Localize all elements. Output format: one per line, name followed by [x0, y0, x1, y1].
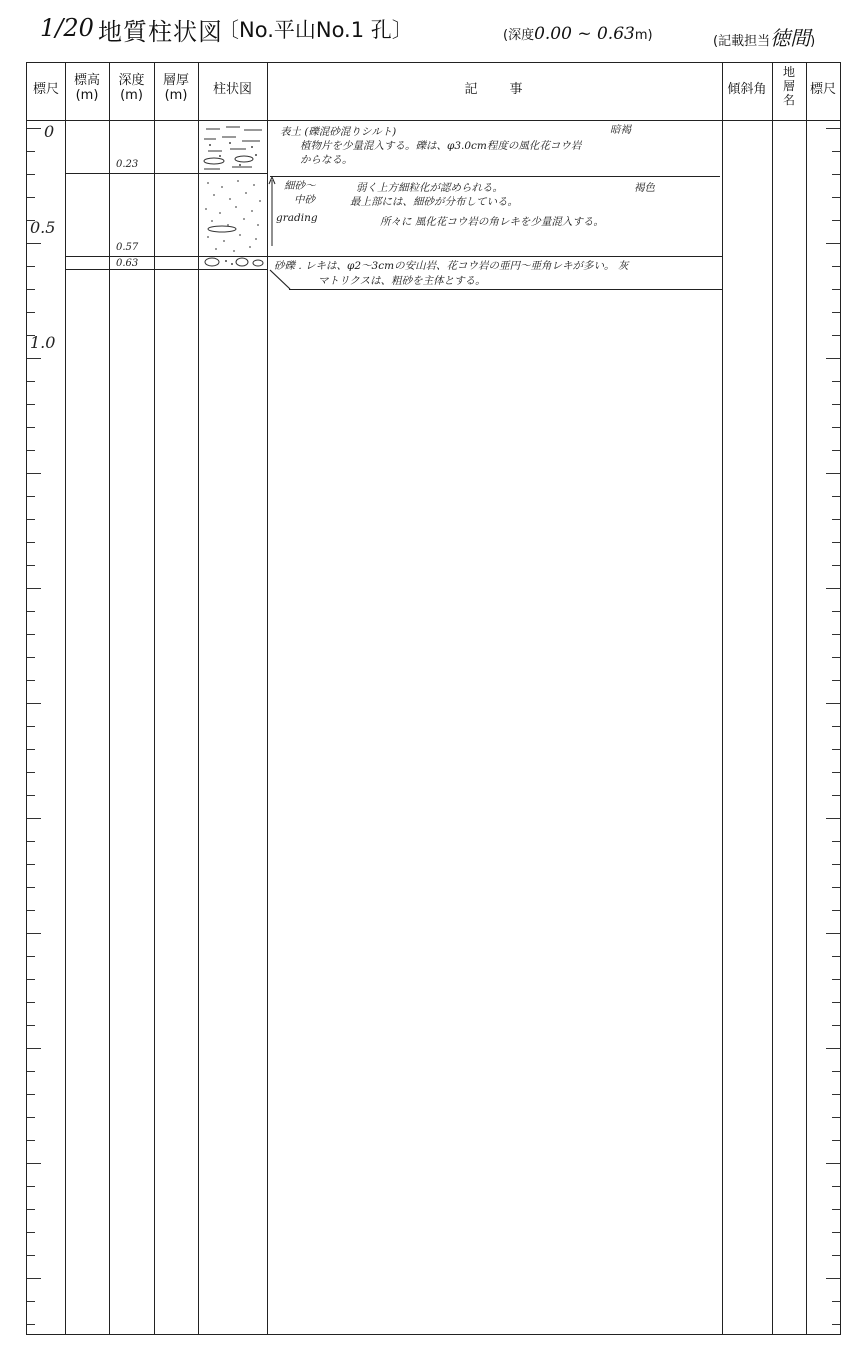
scale-tick — [832, 404, 840, 405]
scale-tick — [832, 1209, 840, 1210]
scale-tick — [832, 266, 840, 267]
scale-tick — [27, 404, 35, 405]
scale-tick — [27, 956, 35, 957]
recorder-suffix: ) — [810, 34, 816, 49]
scale-tick — [832, 887, 840, 888]
col-header-column-log: 柱状図 — [212, 82, 252, 97]
scale-tick — [832, 1002, 840, 1003]
scale-tick — [832, 1094, 840, 1095]
scale-tick — [832, 841, 840, 842]
scale-tick — [826, 1048, 840, 1049]
scale-tick — [832, 312, 840, 313]
scale-tick — [826, 1163, 840, 1164]
scale-tick — [27, 473, 41, 474]
scale-tick — [27, 565, 35, 566]
scale-tick — [832, 1255, 840, 1256]
depth-range — [503, 24, 653, 44]
scale-tick — [27, 427, 35, 428]
scale-tick — [832, 565, 840, 566]
scale-tick — [832, 1025, 840, 1026]
scale-tick — [27, 1301, 35, 1302]
scale-tick — [832, 381, 840, 382]
scale-tick — [27, 1002, 35, 1003]
layer-2-desc-line2: 最上部には、細砂が分布している。 — [350, 196, 518, 208]
scale-tick — [832, 1071, 840, 1072]
scale-tick — [832, 220, 840, 221]
scale-tick — [27, 1209, 35, 1210]
scale-tick — [27, 1163, 41, 1164]
column-log-pattern — [200, 121, 266, 271]
scale-tick — [27, 1140, 35, 1141]
scale-tick — [832, 496, 840, 497]
scale-tick — [27, 910, 35, 911]
scale-tick — [27, 657, 35, 658]
scale-tick — [27, 933, 41, 934]
scale-tick — [832, 726, 840, 727]
col-header-scale-right: 標尺 — [809, 82, 836, 97]
layer-2-desc-line1: 弱く上方細粒化が認められる。 — [356, 182, 503, 194]
layer-1-desc-line3: からなる。 — [300, 154, 353, 166]
layer-depth-1: 0.23 — [116, 159, 139, 170]
scale-tick — [27, 243, 41, 244]
scale-tick — [832, 611, 840, 612]
scale-tick — [27, 795, 35, 796]
col-header-scale-left: 標尺 — [32, 82, 59, 97]
recorder — [713, 22, 815, 51]
scale-tick — [832, 979, 840, 980]
scale-tick — [27, 1232, 35, 1233]
layer-2-color: 褐色 — [634, 182, 655, 194]
recorder-name: 徳間 — [770, 26, 811, 50]
scale-tick — [832, 519, 840, 520]
scale-tick — [27, 1094, 35, 1095]
col-header-description: 記 事 — [464, 82, 525, 97]
scale-tick — [27, 1025, 35, 1026]
scale-tick — [832, 1186, 840, 1187]
scale-tick — [832, 542, 840, 543]
scale-tick — [27, 772, 35, 773]
scale-tick — [826, 588, 840, 589]
layer-2-desc-line3: 所々に 風化花コウ岩の角レキを少量混入する。 — [380, 216, 604, 228]
scale-tick — [832, 956, 840, 957]
scale-tick — [27, 680, 35, 681]
scale-tick — [832, 749, 840, 750]
col-header-formation: 地 層 名 — [782, 65, 795, 107]
scale-tick — [27, 818, 41, 819]
scale-tick — [832, 680, 840, 681]
depth-range-prefix: (深度 — [503, 28, 535, 43]
scale-tick — [832, 910, 840, 911]
scale-tick — [27, 197, 35, 198]
scale-label-0-5: 0.5 — [30, 218, 56, 237]
depth-range-value: 0.00 ~ 0.63 — [534, 24, 635, 44]
scale-tick — [27, 634, 35, 635]
scale-tick — [27, 887, 35, 888]
scale-tick — [27, 266, 35, 267]
scale-tick — [826, 1278, 840, 1279]
layer-2-label-line2: 中砂 — [294, 194, 315, 206]
scale-tick — [27, 726, 35, 727]
layer-1-desc-line2: 植物片を少量混入する。礫は、φ3.0cm程度の風化花コウ岩 — [300, 140, 582, 152]
scale-tick — [27, 979, 35, 980]
scale-tick — [832, 197, 840, 198]
scale-tick — [27, 542, 35, 543]
scale-tick — [27, 312, 35, 313]
scale-tick — [27, 174, 35, 175]
scale-tick — [27, 128, 41, 129]
scale-tick — [27, 588, 41, 589]
scale-tick — [832, 450, 840, 451]
scale-tick — [27, 703, 41, 704]
layer-1-desc-line1: 表土 (礫混砂混りシルト) — [280, 126, 397, 138]
scale-tick — [27, 289, 35, 290]
scale-label-0: 0 — [44, 122, 55, 141]
col-header-depth: 深度 (m) — [118, 73, 145, 103]
scale-tick — [832, 151, 840, 152]
scale-tick — [27, 519, 35, 520]
scale-tick — [27, 151, 35, 152]
scale-tick — [832, 289, 840, 290]
scale-tick — [832, 427, 840, 428]
layer-3-desc-line2: マトリクスは、粗砂を主体とする。 — [318, 275, 486, 287]
scale-label-1-0: 1.0 — [30, 333, 56, 352]
scale-tick — [826, 703, 840, 704]
scale-tick — [27, 611, 35, 612]
layer-3-desc-line1: 砂礫 . レキは、φ2〜3cmの安山岩、花コウ岩の亜円〜亜角レキが多い。 灰 — [274, 260, 629, 272]
layer-2-label-line3: grading — [276, 212, 318, 224]
layer-1-color: 暗褐 — [610, 124, 631, 136]
scale-tick — [832, 1324, 840, 1325]
scale-tick — [27, 358, 41, 359]
col-header-thickness: 層厚 (m) — [162, 73, 189, 103]
scale-tick — [27, 450, 35, 451]
scale-tick — [826, 818, 840, 819]
recorder-prefix: (記載担当 — [713, 34, 771, 49]
scale-tick — [832, 795, 840, 796]
scale-tick — [832, 1301, 840, 1302]
scale-tick — [27, 864, 35, 865]
scale-tick — [27, 841, 35, 842]
layer-2-label-line1: 細砂〜 — [284, 180, 316, 192]
col-header-dip: 傾斜角 — [727, 82, 767, 97]
layer-depth-2: 0.57 — [116, 242, 139, 253]
scale-tick — [832, 864, 840, 865]
scale-tick — [832, 1140, 840, 1141]
scale-tick — [832, 772, 840, 773]
scale-tick — [27, 1117, 35, 1118]
layer-depth-3: 0.63 — [116, 258, 139, 269]
scale-tick — [832, 1117, 840, 1118]
scale-tick — [832, 335, 840, 336]
depth-range-suffix: m) — [634, 28, 653, 43]
scale-tick — [27, 496, 35, 497]
scale-tick — [27, 749, 35, 750]
scale-ratio: 1/20 — [40, 14, 94, 42]
col-header-elevation: 標高 (m) — [73, 73, 100, 103]
scale-tick — [832, 1232, 840, 1233]
scale-tick — [826, 243, 840, 244]
scale-tick — [832, 174, 840, 175]
scale-tick — [27, 1048, 41, 1049]
document-title: 地質柱状図 — [98, 18, 223, 46]
scale-tick — [27, 1071, 35, 1072]
scale-tick — [27, 1255, 35, 1256]
scale-tick — [826, 128, 840, 129]
scale-tick — [826, 358, 840, 359]
scale-tick — [826, 473, 840, 474]
scale-tick — [27, 1278, 41, 1279]
scale-tick — [27, 1324, 35, 1325]
scale-tick — [832, 634, 840, 635]
scale-tick — [832, 657, 840, 658]
scale-tick — [27, 381, 35, 382]
hole-number: 〔No.平山No.1 孔〕 — [218, 18, 413, 42]
scale-tick — [826, 933, 840, 934]
scale-tick — [27, 1186, 35, 1187]
